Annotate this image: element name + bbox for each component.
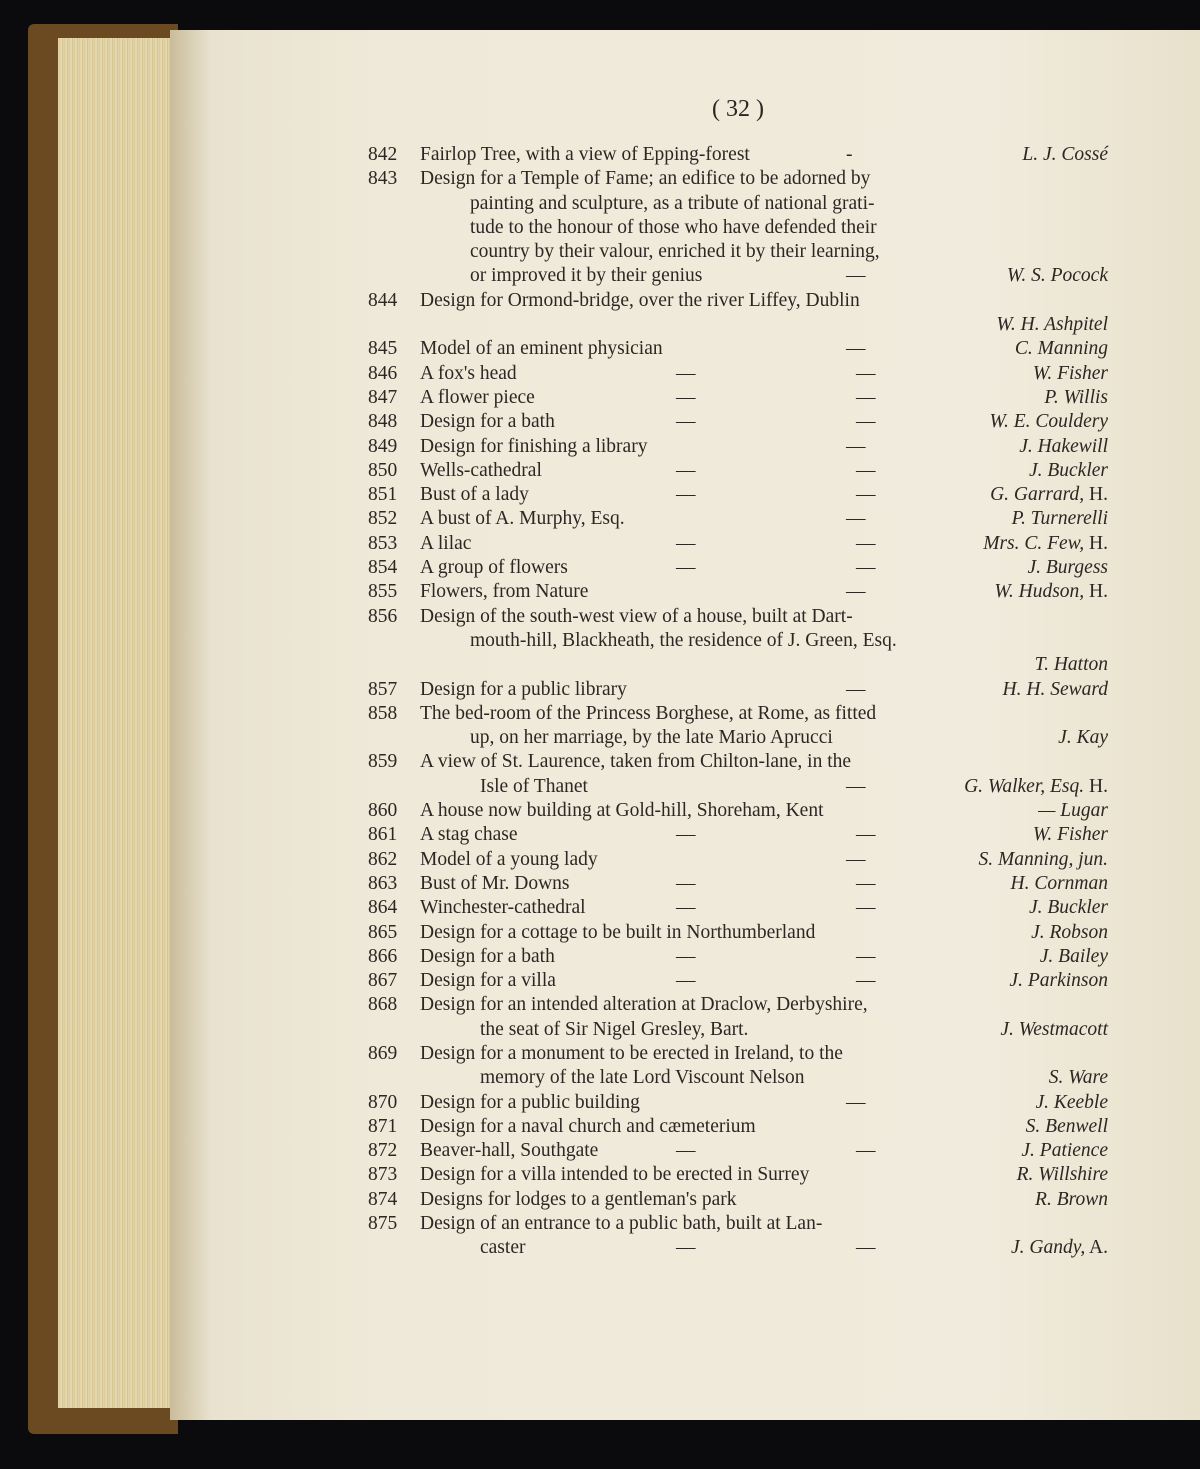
artist-name-text: G. Walker, Esq.: [964, 775, 1085, 797]
entry-title-line: Design for an intended alteration at Draclow, Derbyshire,: [420, 994, 868, 1016]
entry-title-line: country by their valour, enriched it by their learning,: [470, 241, 880, 263]
catalogue-entry: [368, 410, 1108, 434]
artist-name-text: J. Buckler: [1028, 897, 1108, 919]
entry-number: 853: [368, 532, 398, 554]
entry-title-line: Design for a public library: [420, 678, 627, 700]
artist-name-text: Mrs. C. Few,: [983, 532, 1085, 554]
entry-number: 864: [368, 897, 398, 919]
artist-name: [1033, 823, 1108, 847]
catalogue-entry: [368, 872, 1108, 896]
entry-title-line: Design for a public building: [420, 1091, 640, 1113]
catalogue-entry: [368, 921, 1108, 945]
entry-title-line: Bust of a lady: [420, 484, 529, 506]
entry-title-line: Model of a young lady: [420, 848, 598, 870]
entry-number: 856: [368, 605, 398, 627]
leader-dash: —: [846, 265, 866, 287]
catalogue-entry: [368, 289, 1108, 338]
entry-title-line: Design of the south-west view of a house, built at Dart-: [420, 605, 853, 627]
entry-number: 858: [368, 702, 398, 724]
artist-name: [1033, 362, 1108, 386]
entry-number: 863: [368, 872, 398, 894]
artist-name: [1019, 435, 1108, 459]
entry-number: 870: [368, 1091, 398, 1113]
leader-dash: —: [856, 484, 876, 506]
catalogue-entry: [368, 799, 1108, 823]
leader-dash: —: [676, 386, 696, 408]
entry-title-line: A group of flowers: [420, 557, 568, 579]
artist-name-text: W. Fisher: [1032, 362, 1108, 384]
artist-name-text: W. Hudson,: [994, 581, 1085, 603]
leader-dash: —: [676, 484, 696, 506]
catalogue-entry: [368, 945, 1108, 969]
entry-number: 844: [368, 289, 398, 311]
artist-name: [1035, 1091, 1108, 1115]
artist-name: [1031, 921, 1108, 945]
artist-name: [1058, 726, 1108, 750]
entry-number: 854: [368, 557, 398, 579]
catalogue-entry: [368, 896, 1108, 920]
catalogue-entry: [368, 1091, 1108, 1115]
artist-name-text: J. Kay: [1058, 727, 1108, 749]
entry-title-line: Design for a monument to be erected in Ireland, to the: [420, 1042, 843, 1064]
leader-dash: —: [846, 1091, 866, 1113]
entry-title-line: Design for a villa intended to be erected in Surrey: [420, 1164, 810, 1186]
entry-title-line: Model of an eminent physician: [420, 338, 663, 360]
entry-number: 847: [368, 386, 398, 408]
catalogue-entry: [368, 362, 1108, 386]
entry-title-line: tude to the honour of those who have defended their: [470, 216, 877, 238]
leader-dash: —: [676, 1237, 696, 1259]
artist-name-text: S. Benwell: [1025, 1115, 1108, 1137]
artist-name-text: J. Hakewill: [1019, 435, 1108, 457]
leader-dash: —: [856, 897, 876, 919]
artist-name-text: C. Manning: [1014, 338, 1108, 360]
catalogue-entry: [368, 823, 1108, 847]
entry-title-line: memory of the late Lord Viscount Nelson: [480, 1067, 805, 1089]
artist-name-text: H. H. Seward: [1002, 678, 1108, 700]
artist-name: [994, 580, 1108, 604]
leader-dash: —: [676, 945, 696, 967]
leader-dash: —: [676, 557, 696, 579]
entry-number: 855: [368, 581, 398, 603]
catalogue-entry: [368, 483, 1108, 507]
leader-dash: —: [676, 872, 696, 894]
artist-name-text: J. Robson: [1031, 921, 1108, 943]
leader-dash: —: [676, 897, 696, 919]
entry-title-line: Beaver-hall, Southgate: [420, 1140, 599, 1162]
artist-name: [1022, 143, 1108, 167]
catalogue-entry: [368, 532, 1108, 556]
catalogue-entry: [368, 1139, 1108, 1163]
entry-title-line: mouth-hill, Blackheath, the residence of J. Green, Esq.: [470, 629, 897, 651]
leader-dash: —: [856, 386, 876, 408]
artist-name-text: S. Ware: [1048, 1067, 1108, 1089]
catalogue-entry: [368, 580, 1108, 604]
artist-name: [1003, 678, 1108, 702]
leader-dash: —: [846, 435, 866, 457]
entry-number: 861: [368, 824, 398, 846]
entry-number: 852: [368, 508, 398, 530]
catalogue-entry: [368, 1115, 1108, 1139]
artist-name: [1029, 896, 1108, 920]
membership-suffix: H.: [1084, 775, 1108, 797]
entry-number: 862: [368, 848, 398, 870]
artist-name: [964, 775, 1108, 799]
entry-title-line: A lilac: [420, 532, 472, 554]
artist-name: [1040, 945, 1108, 969]
entry-number: 851: [368, 484, 398, 506]
entry-number: 846: [368, 362, 398, 384]
entry-number: 859: [368, 751, 398, 773]
catalogue-entry: [368, 702, 1108, 751]
leader-dash: —: [676, 1140, 696, 1162]
entry-title-line: Design for a bath: [420, 945, 555, 967]
entry-title-line: A stag chase: [420, 824, 518, 846]
artist-name-text: J. Buckler: [1028, 459, 1108, 481]
entry-number: 857: [368, 678, 398, 700]
entry-title-line: painting and sculpture, as a tribute of national grati-: [470, 192, 875, 214]
entry-title-line: A view of St. Laurence, taken from Chilton-lane, in the: [420, 751, 852, 773]
entry-number: 860: [368, 800, 398, 822]
entry-title-line: Design for a bath: [420, 411, 555, 433]
artist-name-text: W. E. Couldery: [989, 411, 1108, 433]
artist-name: [1015, 337, 1108, 361]
artist-name-text: J. Keeble: [1035, 1091, 1108, 1113]
membership-suffix: H.: [1084, 532, 1108, 554]
entry-title-line: Design of an entrance to a public bath, built at Lan-: [420, 1213, 823, 1235]
leader-dash: —: [846, 581, 866, 603]
entry-title-line: Design for finishing a library: [420, 435, 648, 457]
artist-name: [996, 313, 1108, 337]
entry-number: 845: [368, 338, 398, 360]
artist-name: [1021, 1139, 1108, 1163]
leader-dash: —: [856, 1237, 876, 1259]
entry-number: 866: [368, 945, 398, 967]
leader-dash: —: [856, 945, 876, 967]
catalogue-entry: [368, 386, 1108, 410]
artist-name-text: — Lugar: [1038, 800, 1108, 822]
entry-title-line: Fairlop Tree, with a view of Epping-forest: [420, 144, 750, 165]
catalogue-entry: [368, 167, 1108, 288]
catalogue-entry: [368, 143, 1108, 167]
entry-title-line: The bed-room of the Princess Borghese, at Rome, as fitted: [420, 702, 877, 724]
artist-name: [990, 483, 1108, 507]
artist-name-text: J. Patience: [1021, 1140, 1108, 1162]
entry-number: 865: [368, 921, 398, 943]
catalogue-entry: [368, 556, 1108, 580]
catalogue-entry: [368, 993, 1108, 1042]
artist-name: [1035, 1188, 1108, 1212]
leader-dash: —: [856, 1140, 876, 1162]
artist-name-text: J. Westmacott: [1000, 1018, 1108, 1040]
leader-dash: -: [846, 144, 853, 165]
artist-name-text: W. Fisher: [1032, 824, 1108, 846]
membership-suffix: H.: [1084, 484, 1108, 506]
entry-number: 872: [368, 1140, 398, 1162]
entry-title-line: up, on her marriage, by the late Mario Aprucci: [470, 727, 833, 749]
entry-title-line: A house now building at Gold-hill, Shoreham, Kent: [420, 800, 824, 822]
leader-dash: —: [846, 678, 866, 700]
catalogue-entry: [368, 848, 1108, 872]
entry-title-line: Design for a villa: [420, 970, 556, 992]
artist-name-text: H. Cornman: [1010, 872, 1108, 894]
artist-name: [983, 532, 1108, 556]
leader-dash: —: [856, 362, 876, 384]
entry-title-line: Design for a cottage to be built in Northumberland: [420, 921, 816, 943]
entry-title-line: Wells-cathedral: [420, 459, 542, 481]
catalogue-entry: [368, 435, 1108, 459]
catalogue-entry: [368, 459, 1108, 483]
artist-name-text: L. J. Cossé: [1022, 144, 1108, 165]
page-edges: [58, 38, 188, 1408]
catalogue-entry: [368, 1212, 1108, 1261]
leader-dash: —: [676, 532, 696, 554]
artist-name: [1029, 459, 1108, 483]
artist-name-text: W. S. Pocock: [1006, 265, 1108, 287]
artist-name-text: J. Burgess: [1027, 557, 1108, 579]
leader-dash: —: [846, 338, 866, 360]
catalogue-entry: [368, 1188, 1108, 1212]
entry-title-line: Design for a naval church and cæmeterium: [420, 1115, 756, 1137]
artist-name: [979, 848, 1108, 872]
entry-number: 842: [368, 144, 398, 165]
artist-name-text: J. Gandy,: [1011, 1237, 1086, 1259]
entry-number: 843: [368, 168, 398, 190]
entry-title-line: Flowers, from Nature: [420, 581, 589, 603]
artist-name: [1011, 1236, 1108, 1260]
catalogue-entry: [368, 605, 1108, 678]
entry-number: 850: [368, 459, 398, 481]
leader-dash: —: [676, 970, 696, 992]
leader-dash: —: [846, 848, 866, 870]
entry-number: 875: [368, 1213, 398, 1235]
leader-dash: —: [676, 362, 696, 384]
catalogue-entry: [368, 969, 1108, 993]
entry-title-line: or improved it by their genius: [470, 265, 703, 287]
entry-title-line: Design for a Temple of Fame; an edifice to be adorned by: [420, 168, 871, 190]
entry-title-line: A fox's head: [420, 362, 517, 384]
entry-title-line: Design for Ormond-bridge, over the river Liffey, Dublin: [420, 289, 860, 311]
artist-name: [1035, 653, 1108, 677]
leader-dash: —: [856, 970, 876, 992]
entry-number: 868: [368, 994, 398, 1016]
entry-title-line: Designs for lodges to a gentleman's park: [420, 1188, 737, 1210]
entry-title-line: A bust of A. Murphy, Esq.: [420, 508, 625, 530]
membership-suffix: A.: [1085, 1237, 1108, 1259]
leader-dash: —: [856, 411, 876, 433]
artist-name: [1012, 507, 1108, 531]
artist-name-text: P. Willis: [1044, 386, 1108, 408]
artist-name-text: S. Manning, jun.: [978, 848, 1108, 870]
leader-dash: —: [676, 459, 696, 481]
artist-name: [1026, 1115, 1108, 1139]
entry-title-line: Bust of Mr. Downs: [420, 872, 570, 894]
entry-title-line: caster: [480, 1237, 526, 1259]
entry-title-line: the seat of Sir Nigel Gresley, Bart.: [480, 1018, 749, 1040]
artist-name: [990, 410, 1108, 434]
artist-name-text: R. Willshire: [1016, 1164, 1108, 1186]
entry-number: 869: [368, 1042, 398, 1064]
page-number: ( 32 ): [712, 96, 764, 122]
artist-name-text: G. Garrard,: [990, 484, 1085, 506]
catalogue-entries: [368, 143, 1108, 1261]
leader-dash: —: [676, 411, 696, 433]
leader-dash: —: [856, 824, 876, 846]
catalogue-entry: [368, 678, 1108, 702]
artist-name-text: J. Parkinson: [1009, 970, 1108, 992]
artist-name: [1017, 1163, 1108, 1187]
leader-dash: —: [846, 775, 866, 797]
catalogue-entry: [368, 337, 1108, 361]
entry-number: 848: [368, 411, 398, 433]
artist-name-text: R. Brown: [1035, 1188, 1108, 1210]
entry-number: 867: [368, 970, 398, 992]
artist-name-text: W. H. Ashpitel: [996, 314, 1108, 336]
leader-dash: —: [856, 872, 876, 894]
leader-dash: —: [676, 824, 696, 846]
entry-title-line: A flower piece: [420, 386, 535, 408]
catalogue-entry: [368, 1042, 1108, 1091]
entry-title-line: Winchester-cathedral: [420, 897, 586, 919]
entry-number: 873: [368, 1164, 398, 1186]
entry-number: 871: [368, 1115, 398, 1137]
leader-dash: —: [856, 459, 876, 481]
leader-dash: —: [856, 557, 876, 579]
artist-name: [1007, 264, 1108, 288]
artist-name-text: P. Turnerelli: [1011, 508, 1108, 530]
artist-name-text: J. Bailey: [1039, 945, 1108, 967]
entry-number: 849: [368, 435, 398, 457]
artist-name: [1000, 1018, 1108, 1042]
entry-number: 874: [368, 1188, 398, 1210]
catalogue-entry: [368, 507, 1108, 531]
entry-title-line: Isle of Thanet: [480, 775, 588, 797]
artist-name: [1027, 556, 1108, 580]
artist-name: [1049, 1066, 1108, 1090]
artist-name: [1010, 872, 1108, 896]
catalogue-entry: [368, 750, 1108, 799]
artist-name-text: T. Hatton: [1034, 654, 1108, 676]
leader-dash: —: [846, 508, 866, 530]
catalogue-entry: [368, 1163, 1108, 1187]
artist-name: [1009, 969, 1108, 993]
membership-suffix: H.: [1084, 581, 1108, 603]
artist-name: [1038, 799, 1108, 823]
leader-dash: —: [856, 532, 876, 554]
artist-name: [1044, 386, 1108, 410]
